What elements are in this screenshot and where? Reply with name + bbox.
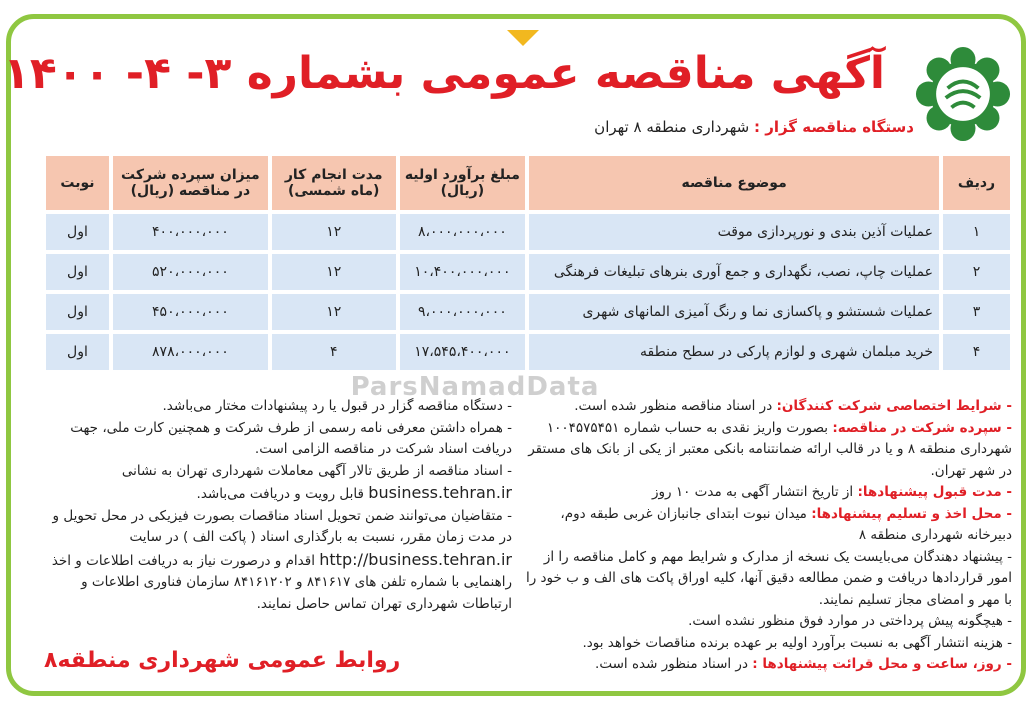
- cell-duration: ۱۲: [272, 214, 396, 250]
- cell-turn: اول: [46, 254, 109, 290]
- condition-text: بصورت واریز نقدی به حساب شماره ۱۰۰۴۵۷۵۴۵۱ شهرداری منطقه ۸ و یا در قالب ارائه ضمانتنامه بانکی معتبر از یکی از بانک های مستقر در شهر تهران.: [528, 419, 1012, 479]
- table-row: [46, 334, 1010, 370]
- condition-text: قابل رویت و دریافت می‌باشد.: [196, 486, 369, 502]
- cell-duration: ۱۲: [272, 254, 396, 290]
- condition-text: - متقاضیان می‌توانند ضمن تحویل اسناد مناقصات بصورت فیزیکی در محل تحویل و در مدت زمان مقرر، نسبت به بارگذاری اسناد ( پاکت الف ) در سایت: [52, 507, 512, 545]
- cell-estimate: ۱۷،۵۴۵،۴۰۰،۰۰۰: [400, 334, 526, 370]
- condition-text: در اسناد مناقصه منظور شده است.: [574, 398, 777, 414]
- condition-item: [524, 504, 1012, 547]
- condition-item: [42, 461, 512, 506]
- condition-text: در اسناد منظور شده است.: [595, 656, 753, 672]
- condition-item: - هزینه انتشار آگهی به نسبت برآورد اولیه بر عهده برنده مناقصات خواهد بود.: [582, 634, 1012, 651]
- cell-subject: خرید مبلمان شهری و لوازم پارکی در سطح منطقه: [529, 334, 939, 370]
- condition-item: [42, 506, 512, 616]
- header-duration: مدت انجام کار (ماه شمسی): [272, 156, 396, 210]
- condition-item: - دستگاه مناقصه گزار در قبول یا رد پیشنهادات مختار می‌باشد.: [162, 398, 512, 414]
- condition-text: از تاریخ انتشار آگهی به مدت ۱۰ روز: [651, 484, 858, 500]
- cell-estimate: ۹،۰۰۰،۰۰۰،۰۰۰: [400, 294, 526, 330]
- table-header-row: [46, 156, 1010, 210]
- cell-deposit: ۸۷۸،۰۰۰،۰۰۰: [113, 334, 268, 370]
- cell-subject: عملیات چاپ، نصب، نگهداری و جمع آوری بنرهای تبلیغات فرهنگی: [529, 254, 939, 290]
- cell-turn: اول: [46, 214, 109, 250]
- condition-item: [524, 418, 1012, 483]
- cell-duration: ۱۲: [272, 294, 396, 330]
- condition-text: میدان نبوت ابتدای جانبازان غربی طبقه دوم، دبیرخانه شهرداری منطقه ۸: [560, 505, 1012, 543]
- organizer-value: شهرداری منطقه ۸ تهران: [594, 118, 750, 136]
- table-row: [46, 214, 1010, 250]
- header-subject: موضوع مناقصه: [529, 156, 939, 210]
- business-portal-url-link[interactable]: http://business.tehran.ir: [319, 549, 512, 569]
- cell-subject: عملیات آذین بندی و نورپردازی موقت: [529, 214, 939, 250]
- condition-text: اقدام و درصورت نیاز به دریافت اطلاعات و اخذ راهنمایی با شماره تلفن های ۸۴۱۶۱۷ و ۸۴۱۶۱۲۰۲ سازمان فناوری اطلاعات و ارتباطات شهرداری تهران تماس حاصل نمایند.: [51, 552, 512, 612]
- public-relations-signature: روابط عمومی شهرداری منطقه۸: [44, 648, 401, 673]
- table-row: [46, 294, 1010, 330]
- cell-deposit: ۴۰۰،۰۰۰،۰۰۰: [113, 214, 268, 250]
- header-deposit: میزان سپرده شرکت در مناقصه (ریال): [113, 156, 268, 210]
- cell-duration: ۴: [272, 334, 396, 370]
- cell-estimate: ۸،۰۰۰،۰۰۰،۰۰۰: [400, 214, 526, 250]
- organizer-label: دستگاه مناقصه گزار :: [753, 118, 914, 136]
- header-estimate: مبلغ برآورد اولیه (ریال): [400, 156, 526, 210]
- cell-row-number: ۱: [943, 214, 1010, 250]
- cell-deposit: ۴۵۰،۰۰۰،۰۰۰: [113, 294, 268, 330]
- cell-deposit: ۵۲۰،۰۰۰،۰۰۰: [113, 254, 268, 290]
- header-turn: نوبت: [46, 156, 109, 210]
- condition-item: - همراه داشتن معرفی نامه رسمی از طرف شرکت و همچنین کارت ملی، جهت دریافت اسناد شرکت در مناقصه الزامی است.: [70, 419, 512, 457]
- business-portal-link[interactable]: business.tehran.ir: [368, 483, 512, 502]
- condition-text: - اسناد مناقصه از طریق تالار آگهی معاملات شهرداری تهران به نشانی: [121, 462, 512, 479]
- cell-row-number: ۴: [943, 334, 1010, 370]
- condition-item: - پیشنهاد دهندگان می‌بایست یک نسخه از مدارک و شرایط مهم و کامل مناقصه را از امور قراردادها دریافت و ضمن مطالعه دقیق آنها، کلیه اوراق پاکت های الف و ب خود را با مهر و امضای مجاز تسلیم نمایند.: [525, 548, 1012, 608]
- tehran-municipality-logo-icon: [915, 46, 1011, 142]
- condition-label: - سپرده شرکت در مناقصه:: [832, 419, 1012, 436]
- condition-item: [524, 654, 1012, 676]
- conditions-left-column: [42, 396, 512, 615]
- cell-row-number: ۲: [943, 254, 1010, 290]
- tender-table: [42, 152, 1014, 374]
- cell-turn: اول: [46, 334, 109, 370]
- table-row: [46, 254, 1010, 290]
- cell-row-number: ۳: [943, 294, 1010, 330]
- conditions-right-column: [524, 396, 1012, 676]
- condition-label: - مدت قبول پیشنهادها:: [857, 484, 1012, 500]
- condition-item: [524, 396, 1012, 418]
- header-row-number: ردیف: [943, 156, 1010, 210]
- notice-title: آگهی مناقصه عمومی بشماره ۳- ۴- ۱۴۰۰: [3, 48, 885, 99]
- cell-turn: اول: [46, 294, 109, 330]
- cell-subject: عملیات شستشو و پاکسازی نما و رنگ آمیزی المانهای شهری: [529, 294, 939, 330]
- condition-label: - محل اخذ و تسلیم پیشنهادها:: [811, 505, 1012, 522]
- cell-estimate: ۱۰،۴۰۰،۰۰۰،۰۰۰: [400, 254, 526, 290]
- condition-label: - شرایط اختصاصی شرکت کنندگان:: [776, 398, 1012, 414]
- condition-label: - روز، ساعت و محل قرائت پیشنهادها :: [752, 656, 1012, 672]
- organizer: [594, 118, 914, 136]
- condition-item: [524, 482, 1012, 504]
- watermark: ParsNamadData: [350, 372, 600, 402]
- condition-item: - هیچگونه پیش پرداختی در موارد فوق منظور نشده است.: [688, 613, 1012, 629]
